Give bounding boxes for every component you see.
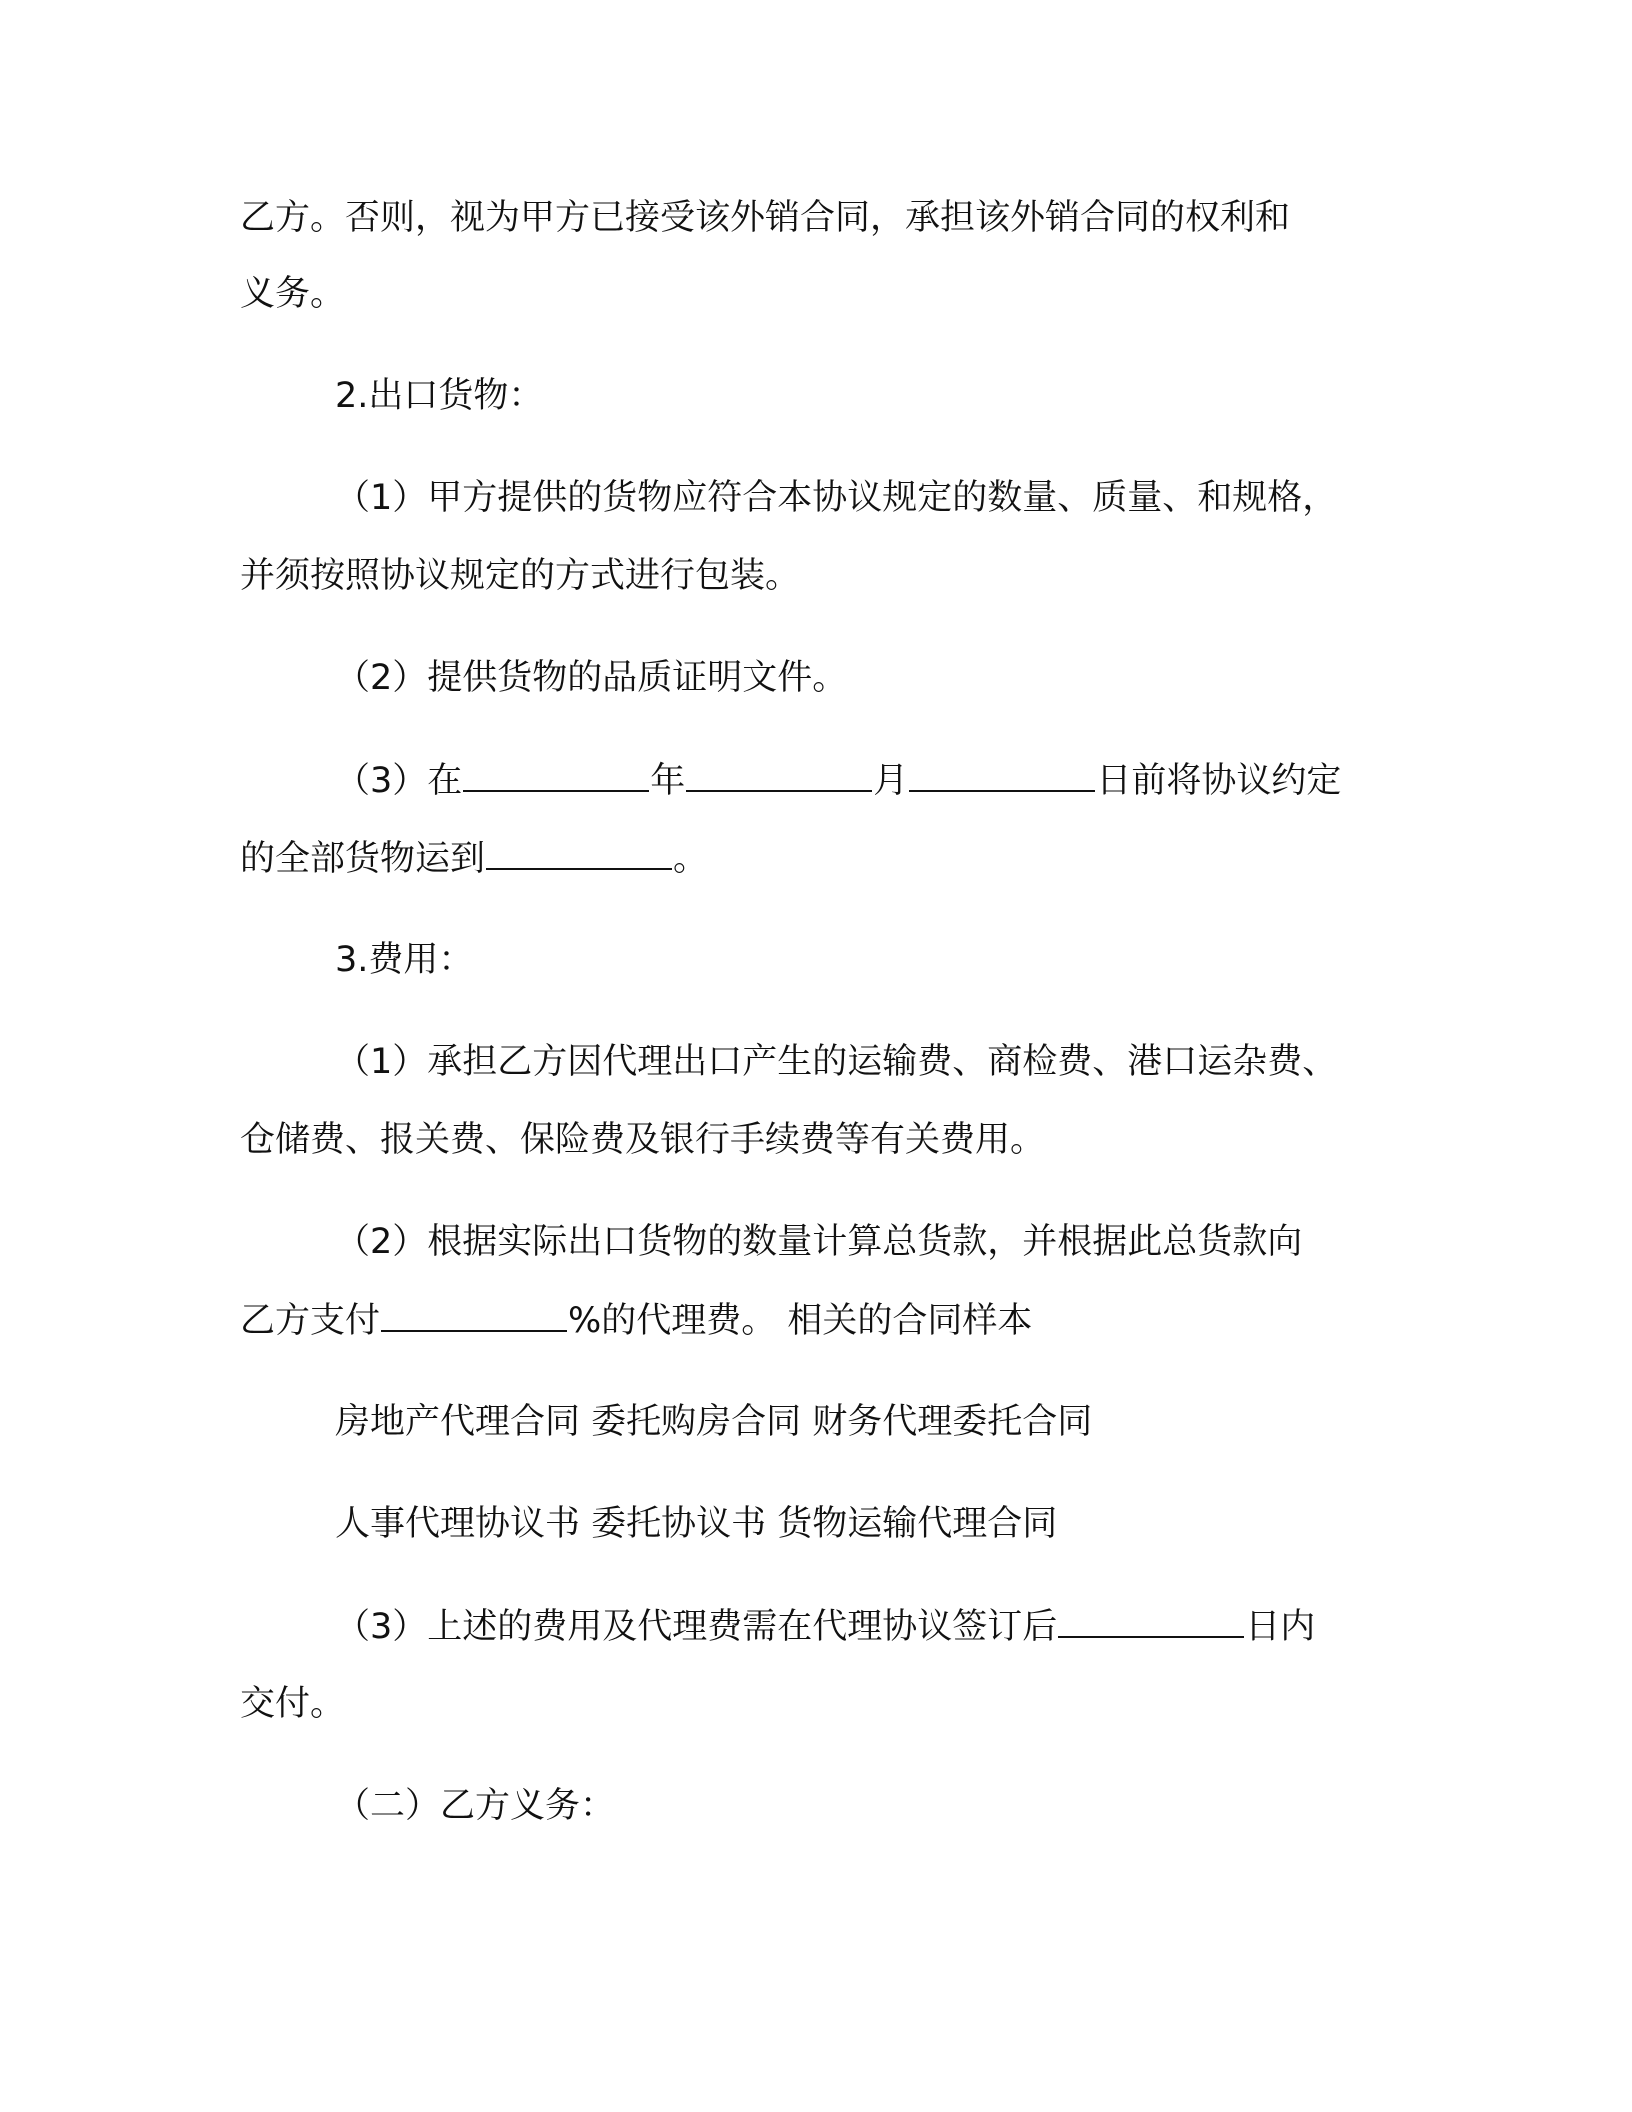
section-heading bbox=[335, 936, 1495, 984]
related-links-text: 人事代理协议书 委托协议书 货物运输代理合同 bbox=[335, 1504, 1058, 1544]
line-text: 乙方支付 bbox=[240, 1301, 381, 1341]
line-text: （3）在 bbox=[335, 761, 463, 801]
line-text: 交付。 bbox=[240, 1684, 346, 1724]
fill-blank bbox=[381, 1296, 567, 1332]
paragraph-line bbox=[240, 1680, 1400, 1728]
paragraph-line bbox=[335, 1038, 1435, 1086]
paragraph-line bbox=[335, 1602, 1495, 1651]
fill-blank bbox=[1058, 1602, 1244, 1638]
line-text: （2）根据实际出口货物的数量计算总货款，并根据此总货款向 bbox=[335, 1222, 1303, 1262]
section-heading bbox=[335, 372, 1495, 420]
line-text: （2）提供货物的品质证明文件。 bbox=[335, 658, 848, 698]
paragraph-line bbox=[240, 1116, 1400, 1164]
line-text: 义务。 bbox=[240, 274, 346, 314]
related-links-text: 房地产代理合同 委托购房合同 财务代理委托合同 bbox=[335, 1402, 1093, 1442]
line-text: 月 bbox=[873, 761, 909, 801]
fill-blank bbox=[486, 834, 672, 870]
paragraph-line bbox=[240, 270, 1400, 318]
line-text: 年 bbox=[650, 761, 686, 801]
related-links-line bbox=[335, 1500, 1495, 1548]
related-links-line bbox=[335, 1398, 1495, 1446]
heading-text: （二）乙方义务： bbox=[335, 1786, 616, 1826]
fill-blank bbox=[686, 756, 872, 792]
line-text: %的代理费。 相关的合同样本 bbox=[568, 1301, 1033, 1341]
section-heading bbox=[335, 1782, 1495, 1830]
line-text: 仓储费、报关费、保险费及银行手续费等有关费用。 bbox=[240, 1120, 1046, 1160]
line-text: （1）甲方提供的货物应符合本协议规定的数量、质量、和规格， bbox=[335, 478, 1338, 518]
line-text: 日前将协议约定 bbox=[1096, 761, 1342, 801]
paragraph-line bbox=[335, 654, 1495, 702]
line-text: 。 bbox=[673, 839, 709, 879]
paragraph-line bbox=[335, 1218, 1495, 1266]
paragraph-line bbox=[240, 552, 1400, 600]
paragraph-line bbox=[335, 756, 1495, 805]
heading-text: 2.出口货物： bbox=[335, 376, 544, 416]
fill-blank bbox=[463, 756, 649, 792]
fill-blank bbox=[909, 756, 1095, 792]
paragraph-line bbox=[240, 194, 1400, 242]
paragraph-line bbox=[240, 1296, 1400, 1345]
paragraph-line bbox=[335, 474, 1435, 522]
line-text: （3）上述的费用及代理费需在代理协议签订后 bbox=[335, 1607, 1058, 1647]
line-text: （1）承担乙方因代理出口产生的运输费、商检费、港口运杂费、 bbox=[335, 1042, 1338, 1082]
line-text: 日内 bbox=[1245, 1607, 1316, 1647]
line-text: 并须按照协议规定的方式进行包装。 bbox=[240, 556, 801, 596]
line-text: 乙方。否则，视为甲方已接受该外销合同，承担该外销合同的权利和 bbox=[240, 198, 1291, 238]
paragraph-line bbox=[240, 834, 1400, 883]
line-text: 的全部货物运到 bbox=[240, 839, 486, 879]
heading-text: 3.费用： bbox=[335, 940, 474, 980]
